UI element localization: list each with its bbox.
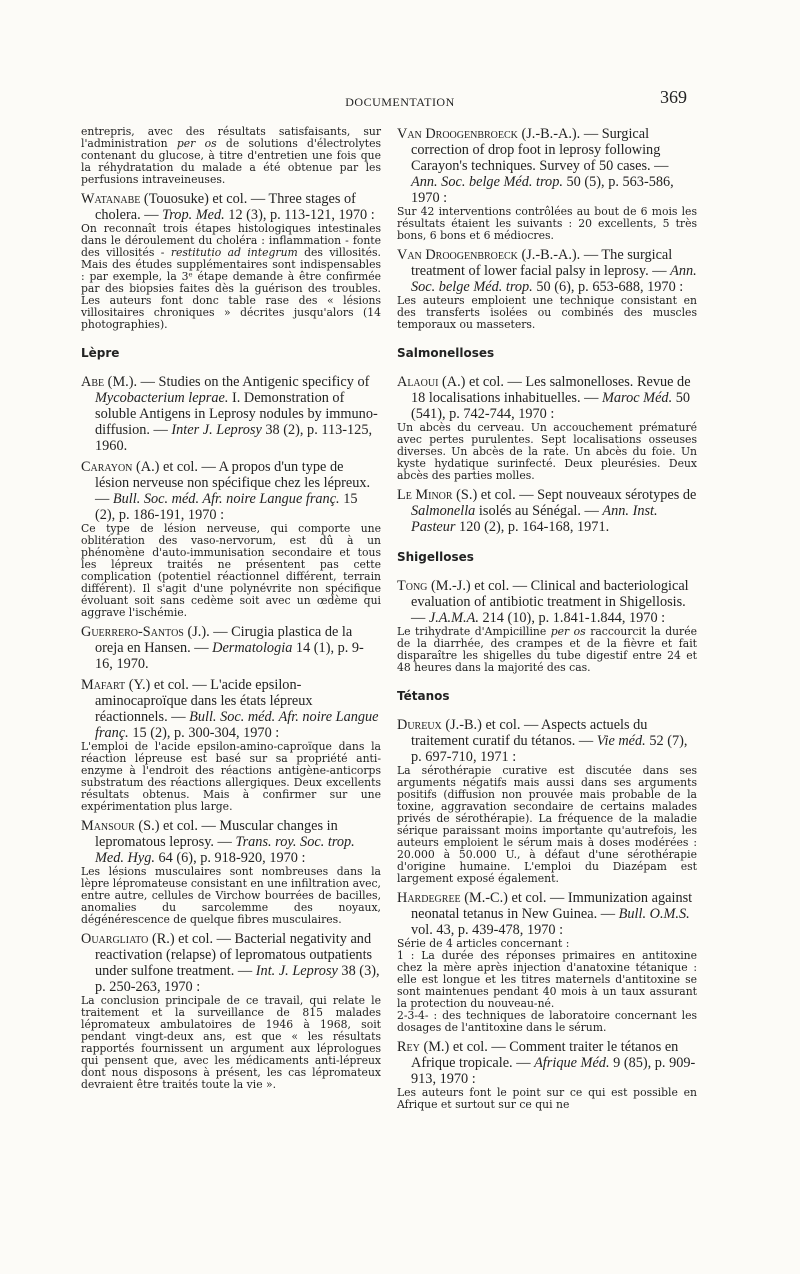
entry-tong — [397, 578, 697, 674]
journal: Afrique Méd. — [534, 1055, 610, 1071]
running-title: DOCUMENTATION — [345, 95, 455, 109]
entry-abe — [81, 374, 381, 454]
journal: J.A.M.A. — [428, 610, 479, 626]
author: Alaoui — [397, 374, 439, 390]
reference: Watanabe (Touosuke) et col. — Three stages of cholera. — Trop. Med. 12 (3), p. 113-121, 1970 : — [81, 191, 375, 223]
reference: Mafart (Y.) et col. — L'acide epsilon-aminocaproïque dans les états lépreux réactionnels. — Bull. Soc. méd. Afr. noire Langue franç. 15 (2), p. 300-304, 1970 : — [81, 677, 379, 741]
reference: Guerrero-Santos (J.). — Cirugia plastica de la oreja en Hansen. — Dermatologia 14 (1), p. 9-16, 1970. — [81, 624, 364, 672]
page-number: 369 — [660, 87, 687, 107]
author: Watanabe — [81, 191, 141, 207]
reference: Alaoui (A.) et col. — Les salmonelloses. Revue de 18 localisations inhabituelles. — Maroc Méd. 50 (541), p. 742-744, 1970 : — [397, 374, 691, 422]
abstract: L'emploi de l'acide epsilon-amino-caproïque dans la réaction lépreuse est basé sur sa propriété anti-enzyme à l'endroit des réactions antigène-anticorps substratum des réactions allergiques. Deux excellents résultats obtenus. Mais à confirmer sur une expérimentation plus large. — [81, 740, 381, 813]
reference: Van Droogenbroeck (J.-B.-A.). — The surgical treatment of lower facial palsy in leprosy. — Ann. Soc. belge Méd. trop. 50 (6), p. 653-688, 1970 : — [397, 247, 697, 295]
journal: Ann. Inst. Pasteur — [411, 503, 658, 535]
author: Van Droogenbroeck — [397, 126, 518, 142]
journal: Trop. Med. — [162, 207, 225, 223]
abstract: Les auteurs emploient une technique consistant en des transferts isolées ou combinés des muscles temporaux ou masseters. — [397, 294, 697, 331]
journal: Maroc Méd. — [602, 390, 673, 406]
entry-alaoui — [397, 374, 697, 482]
reference: Van Droogenbroeck (J.-B.-A.). — Surgical correction of drop foot in leprosy following Carayon's techniques. Survey of 50 cases. — Ann. Soc. belge Méd. trop. 50 (5), p. 563-586, 1970 : — [397, 126, 674, 206]
entry-le-minor — [397, 487, 697, 535]
author: Dureux — [397, 717, 442, 733]
journal: Bull. Soc. méd. Afr. noire Langue franç. — [95, 709, 379, 741]
abstract: Sur 42 interventions contrôlées au bout de 6 mois les résultats étaient les suivants : 20 excellents, 5 très bons, 6 bons et 6 médiocres. — [397, 205, 697, 242]
author: Abe — [81, 374, 105, 390]
reference: Ouargliato (R.) et col. — Bacterial negativity and reactivation (relapse) of lepromatous outpatients under sulfone treatment. — Int. J. Leprosy 38 (3), p. 250-263, 1970 : — [81, 931, 380, 995]
reference: Hardegree (M.-C.) et col. — Immunization against neonatal tetanus in New Guinea. — Bull. O.M.S. vol. 43, p. 439-478, 1970 : — [397, 890, 693, 938]
section-heading-shigelloses: Shigelloses — [397, 550, 474, 564]
author: Le Minor — [397, 487, 453, 503]
abstract: Le trihydrate d'Ampicilline per os raccourcit la durée de la diarrhée, des crampes et de la fièvre et fait disparaître les shigelles du tube digestif entre 24 et 48 heures dans la majorité des cas. — [397, 625, 697, 674]
reference: Le Minor (S.) et col. — Sept nouveaux sérotypes de Salmonella isolés au Sénégal. — Ann. Inst. Pasteur 120 (2), p. 164-168, 1971. — [397, 487, 697, 535]
author: Van Droogenbroeck — [397, 247, 518, 263]
abstract-line: Série de 4 articles concernant : — [397, 937, 570, 950]
abstract: Un abcès du cerveau. Un accouchement prématuré avec pertes purulentes. Sept localisations osseuses diverses. Un abcès de la rate. Un abcès du foie. Un kyste hydatique surinfecté. Deux pleurésies. Deux abcès des parties molles. — [397, 421, 697, 482]
entry-intro — [81, 126, 381, 186]
journal: Ann. Soc. belge Méd. trop. — [411, 174, 563, 190]
author: Hardegree — [397, 890, 461, 906]
journal: Bull. Soc. méd. Afr. noire Langue franç. — [112, 491, 340, 507]
reference: Dureux (J.-B.) et col. — Aspects actuels du traitement curatif du tétanos. — Vie méd. 52 (7), p. 697-710, 1971 : — [397, 717, 688, 765]
left-column — [81, 126, 381, 1096]
abstract-line: 1 : La durée des réponses primaires en antitoxine chez la mère après injection d'anatoxine tétanique : elle est longue et les titres maternels d'antitoxine se sont maintenues pendant 40 mois à un taux assurant la protection du nouveau-né. — [397, 949, 697, 1010]
section-heading-tetanos: Tétanos — [397, 689, 450, 703]
entry-van-droogenbroeck-1 — [397, 126, 697, 242]
right-column — [397, 126, 697, 1116]
reference: Mansour (S.) et col. — Muscular changes in lepromatous leprosy. — Trans. roy. Soc. trop. Med. Hyg. 64 (6), p. 918-920, 1970 : — [81, 818, 355, 866]
abstract: On reconnaît trois étapes histologiques intestinales dans le déroulement du choléra : inflammation - fonte des villosités - restitutio ad integrum des villosités. Mais des études supplémentaires sont indispensables : par exemple, la 3ᵉ étape demande à être confirmée par des biopsies faites dès la guérison des troubles. Les auteurs font donc table rase des « lésions villositaires chroniques » décrites jusqu'alors (14 photographies). — [81, 222, 381, 331]
reference: Carayon (A.) et col. — A propos d'un type de lésion nerveuse non spécifique chez les lépreux. — Bull. Soc. méd. Afr. noire Langue franç. 15 (2), p. 186-191, 1970 : — [81, 459, 371, 523]
abstract: La sérothérapie curative est discutée dans ses arguments négatifs mais aussi dans ses arguments positifs (diffusion non prouvée mais probable de la toxine, aggravation secondaire de certains malades privés de sérothérapie). La fréquence de la maladie sérique paraissant moins importante qu'autrefois, les auteurs emploient le sérum mais à doses modérées : 20.000 à 50.000 U., à défaut d'une sérothérapie d'origine humaine. L'emploi du Diazépam est largement exposé également. — [397, 764, 697, 885]
journal: Trans. roy. Soc. trop. Med. Hyg. — [95, 834, 355, 866]
entry-mansour — [81, 818, 381, 926]
author: Guerrero-Santos — [81, 624, 184, 640]
author: Carayon — [81, 459, 133, 475]
journal: Ann. Soc. belge Méd. trop. — [411, 263, 697, 295]
entry-rey — [397, 1039, 697, 1111]
journal: Int. J. Leprosy — [255, 963, 338, 979]
author: Ouargliato — [81, 931, 149, 947]
reference: Rey (M.) et col. — Comment traiter le tétanos en Afrique tropicale. — Afrique Méd. 9 (85), p. 909-913, 1970 : — [397, 1039, 696, 1087]
abstract: Les lésions musculaires sont nombreuses dans la lèpre lépromateuse consistant en une infiltration avec, entre autre, cellules de Virchow bourrées de bacilles, anomalies du sarcolemme des noyaux, dégénérescence de quelque fibres musculaires. — [81, 865, 381, 926]
reference: Abe (M.). — Studies on the Antigenic specificy of Mycobacterium leprae. I. Demonstration of soluble Antigens in Leprosy nodules by immuno-diffusion. — Inter J. Leprosy 38 (2), p. 113-125, 1960. — [81, 374, 378, 454]
entry-hardegree — [397, 890, 697, 1034]
reference: Tong (M.-J.) et col. — Clinical and bacteriological evaluation of antibiotic treatment in Shigellosis. — J.A.M.A. 214 (10), p. 1.841-1.844, 1970 : — [397, 578, 689, 626]
entry-ouargliato — [81, 931, 381, 1091]
entry-guerrero — [81, 624, 381, 672]
author: Tong — [397, 578, 428, 594]
abstract-line: 2-3-4- : des techniques de laboratoire concernant les dosages de l'antitoxine dans le sérum. — [397, 1009, 697, 1034]
entry-van-droogenbroeck-2 — [397, 247, 697, 331]
section-heading-salmonelloses: Salmonelloses — [397, 346, 495, 360]
abstract: La conclusion principale de ce travail, qui relate le traitement et la surveillance de 815 malades lépromateux ambulatoires de 1946 à 1968, soit pendant vingt-deux ans, est que « les résultats rapportés fournissent un argument aux léprologues qui pensent que, avec les médicaments anti-lépreux dont nous disposons à présent, les cas lépromateux devraient être traités toute la vie ». — [81, 994, 381, 1091]
abstract: Les auteurs font le point sur ce qui est possible en Afrique et surtout sur ce qui ne — [397, 1086, 697, 1111]
journal: Bull. O.M.S. — [618, 906, 690, 922]
abstract: Ce type de lésion nerveuse, qui comporte une oblitération des vaso-nervorum, est dû à un phénomène d'auto-immunisation secondaire et tous les lépreux traités ne présentent pas cette complication (potentiel réactionnel différent, terrain différent). Il s'agit d'une polynévrite non spécifique évoluant soit sans cedème soit avec un œdème qui aggrave l'ischémie. — [81, 522, 381, 619]
journal: Vie méd. — [596, 733, 646, 749]
author: Mafart — [81, 677, 126, 693]
journal: Dermatologia — [212, 640, 293, 656]
entry-mafart — [81, 677, 381, 813]
abstract-continued: entrepris, avec des résultats satisfaisants, sur l'administration per os de solutions d'électrolytes contenant du glucose, à titre d'entretien une fois que la réhydratation du malade a été obtenue par les perfusions intraveineuses. — [81, 125, 381, 186]
entry-watanabe — [81, 191, 381, 331]
author: Mansour — [81, 818, 135, 834]
author: Rey — [397, 1039, 420, 1055]
section-heading-lepre: Lèpre — [81, 346, 120, 360]
entry-carayon — [81, 459, 381, 619]
entry-dureux — [397, 717, 697, 885]
journal: Inter J. Leprosy — [171, 422, 262, 438]
